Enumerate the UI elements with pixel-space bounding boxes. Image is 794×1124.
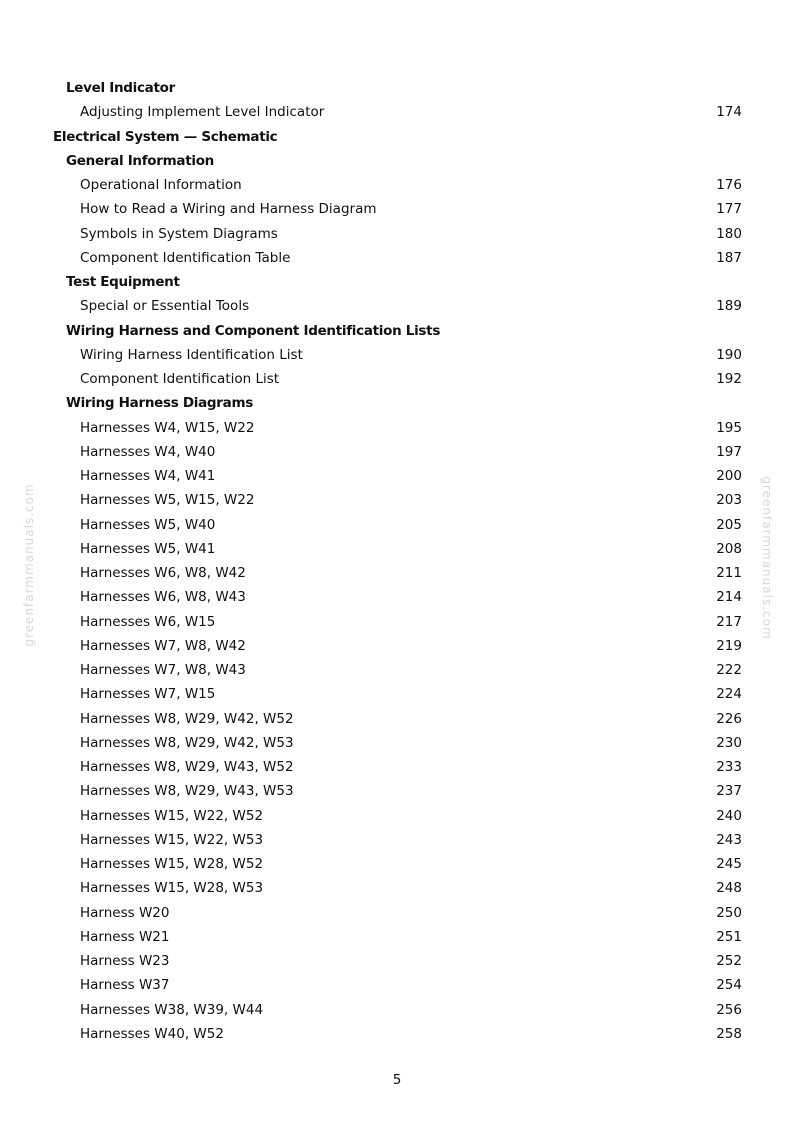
toc-entry-title: Adjusting Implement Level Indicator <box>80 104 325 121</box>
toc-entry-title: Component Identification List <box>80 371 280 387</box>
toc-entry <box>0 222 794 246</box>
toc-entry <box>0 779 794 803</box>
toc-entry-page-number: 197 <box>716 443 742 460</box>
toc-entry <box>0 416 794 440</box>
toc-entry <box>0 367 794 391</box>
toc-section-heading <box>0 125 794 149</box>
toc-entry-title: Electrical System — Schematic <box>53 128 278 145</box>
toc-entry-page-number: 192 <box>716 371 742 387</box>
toc-entry-page-number: 217 <box>716 613 742 630</box>
toc-entry-page-number: 190 <box>716 346 742 363</box>
toc-entry-title: Harnesses W15, W28, W53 <box>80 880 264 897</box>
toc-section-heading <box>0 270 794 294</box>
watermark-left: greenfarmmanuals.com <box>22 483 36 647</box>
toc-entry-title: Harnesses W6, W15 <box>80 613 216 630</box>
toc-entry-page-number: 195 <box>716 419 742 436</box>
toc-entry-page-number: 211 <box>716 565 742 581</box>
toc-entry-page-number: 174 <box>716 104 742 121</box>
toc-section-heading <box>0 319 794 343</box>
toc-entry-page-number: 248 <box>716 880 742 897</box>
toc-entry-page-number: 252 <box>716 953 742 969</box>
toc-entry-title: Component Identification Table <box>80 249 291 266</box>
toc-entry-title: Harnesses W8, W29, W43, W52 <box>80 759 294 775</box>
toc-entry <box>0 682 794 706</box>
toc-entry-title: Harness W20 <box>80 904 170 921</box>
toc-entry <box>0 537 794 561</box>
toc-entry <box>0 488 794 512</box>
toc-entry-title: Harnesses W15, W22, W53 <box>80 831 264 848</box>
toc-entry-page-number: 251 <box>716 928 742 945</box>
toc-entry-title: Wiring Harness Identification List <box>80 346 303 363</box>
toc-entry-page-number: 245 <box>716 856 742 872</box>
toc-entry <box>0 513 794 537</box>
toc-entry <box>0 343 794 367</box>
toc-entry-title: Wiring Harness Diagrams <box>66 395 253 412</box>
toc-entry <box>0 901 794 925</box>
toc-entry-title: Test Equipment <box>66 274 180 290</box>
toc-entry-page-number: 256 <box>716 1001 742 1018</box>
toc-entry-page-number: 240 <box>716 807 742 824</box>
toc-entry-page-number: 208 <box>716 540 742 557</box>
toc-entry-title: Harness W23 <box>80 953 170 969</box>
toc-entry-page-number: 200 <box>716 468 742 484</box>
toc-entry <box>0 998 794 1022</box>
toc-entry-page-number: 224 <box>716 686 742 703</box>
toc-entry-title: Harness W37 <box>80 977 170 994</box>
toc-entry-title: Wiring Harness and Component Identification Lists <box>66 322 441 339</box>
toc-entry-title: Harnesses W5, W41 <box>80 540 216 557</box>
toc-entry <box>0 707 794 731</box>
toc-entry <box>0 876 794 900</box>
toc-entry-page-number: 205 <box>716 516 742 533</box>
toc-entry <box>0 173 794 197</box>
toc-entry-title: Harnesses W6, W8, W43 <box>80 589 246 606</box>
toc-entry-page-number: 187 <box>716 249 742 266</box>
toc-entry <box>0 949 794 973</box>
toc-entry-title: Harness W21 <box>80 928 170 945</box>
toc-entry-title: Harnesses W7, W15 <box>80 686 216 703</box>
toc-entry-page-number: 226 <box>716 710 742 727</box>
toc-entry-title: Harnesses W4, W15, W22 <box>80 419 255 436</box>
toc-entry-page-number: 219 <box>716 637 742 654</box>
toc-entry-title: Harnesses W8, W29, W43, W53 <box>80 783 294 800</box>
toc-entry-title: Harnesses W40, W52 <box>80 1025 224 1042</box>
toc-entry <box>0 561 794 585</box>
toc-entry-title: Harnesses W7, W8, W42 <box>80 637 246 654</box>
toc-entry-page-number: 222 <box>716 662 742 678</box>
toc-entry-title: Harnesses W5, W15, W22 <box>80 492 255 509</box>
toc-entry <box>0 828 794 852</box>
toc-entry <box>0 440 794 464</box>
toc-entry-title: Harnesses W7, W8, W43 <box>80 662 246 678</box>
toc-entry-title: Harnesses W4, W40 <box>80 443 216 460</box>
toc-entry-page-number: 214 <box>716 589 742 606</box>
toc-entry <box>0 197 794 221</box>
toc-entry-page-number: 230 <box>716 734 742 751</box>
toc-section-heading <box>0 149 794 173</box>
toc-entry <box>0 658 794 682</box>
toc-entry <box>0 973 794 997</box>
toc-entry <box>0 294 794 318</box>
toc-entry-title: Harnesses W8, W29, W42, W52 <box>80 710 294 727</box>
toc-entry <box>0 1022 794 1046</box>
toc-entry-title: How to Read a Wiring and Harness Diagram <box>80 201 377 218</box>
toc-entry <box>0 610 794 634</box>
watermark-right: greenfarmmanuals.com <box>760 476 774 640</box>
toc-entry-page-number: 189 <box>716 298 742 315</box>
toc-entry-title: Harnesses W6, W8, W42 <box>80 565 246 581</box>
toc-entry <box>0 634 794 658</box>
toc-entry-page-number: 233 <box>716 759 742 775</box>
toc-entry-page-number: 254 <box>716 977 742 994</box>
toc-entry-page-number: 203 <box>716 492 742 509</box>
toc-entry-title: Special or Essential Tools <box>80 298 250 315</box>
toc-entry <box>0 804 794 828</box>
toc-entry-title: Operational Information <box>80 177 242 193</box>
toc-entry <box>0 731 794 755</box>
toc-entry-page-number: 176 <box>716 177 742 193</box>
toc-entry-page-number: 177 <box>716 201 742 218</box>
toc-entry-title: Harnesses W8, W29, W42, W53 <box>80 734 294 751</box>
toc-entry-title: Harnesses W4, W41 <box>80 468 216 484</box>
page-number: 5 <box>392 1072 402 1088</box>
toc-entry-title: Harnesses W15, W28, W52 <box>80 856 264 872</box>
toc-entry <box>0 246 794 270</box>
toc-entry <box>0 464 794 488</box>
toc-entry-page-number: 258 <box>716 1025 742 1042</box>
toc-section-heading <box>0 76 794 100</box>
toc-entry <box>0 755 794 779</box>
toc-entry-title: Symbols in System Diagrams <box>80 225 278 242</box>
toc-entry <box>0 100 794 124</box>
table-of-contents <box>0 76 794 1046</box>
toc-section-heading <box>0 391 794 415</box>
toc-entry-title: Harnesses W5, W40 <box>80 516 216 533</box>
toc-entry-page-number: 180 <box>716 225 742 242</box>
toc-entry-title: Level Indicator <box>66 80 175 96</box>
toc-entry <box>0 585 794 609</box>
toc-entry <box>0 925 794 949</box>
toc-entry-page-number: 243 <box>716 831 742 848</box>
toc-entry-page-number: 250 <box>716 904 742 921</box>
toc-entry-page-number: 237 <box>716 783 742 800</box>
toc-entry-title: Harnesses W38, W39, W44 <box>80 1001 264 1018</box>
toc-entry <box>0 852 794 876</box>
toc-entry-title: General Information <box>66 152 214 169</box>
toc-entry-title: Harnesses W15, W22, W52 <box>80 807 264 824</box>
